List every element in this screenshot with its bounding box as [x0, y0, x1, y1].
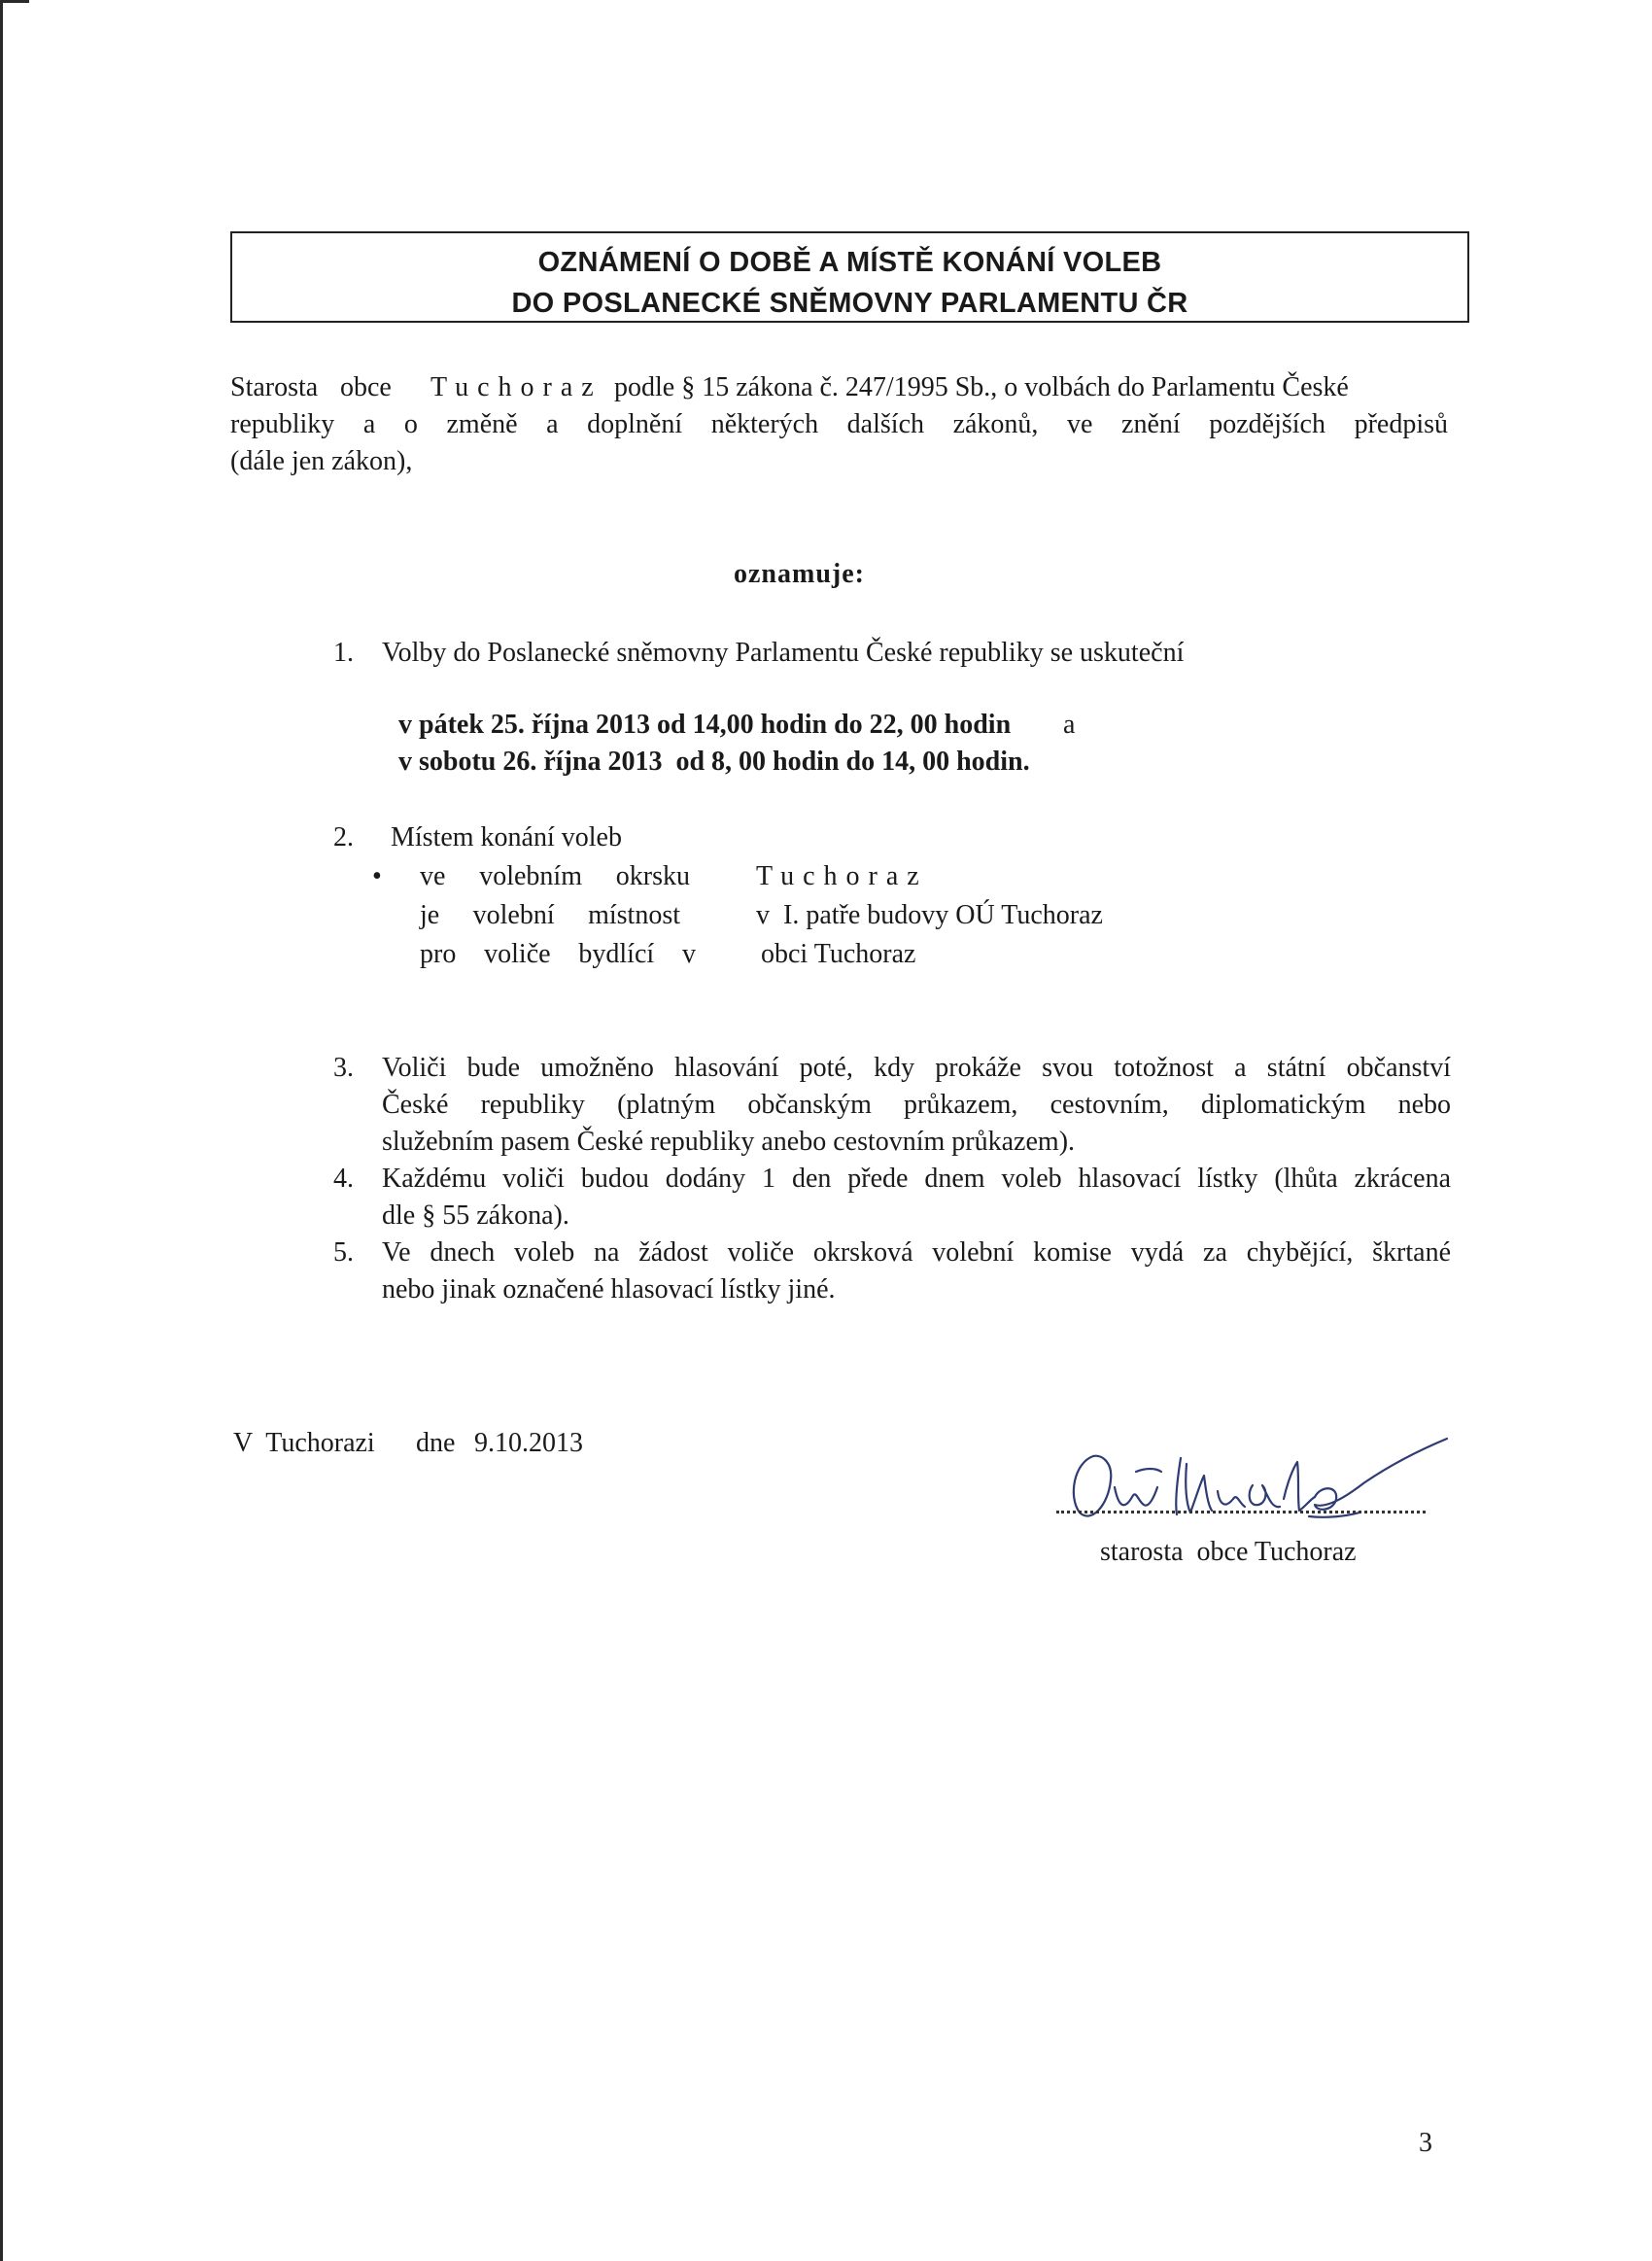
handwritten-signature — [1054, 1429, 1463, 1536]
item-3-line-1: Voliči bude umožněno hlasování poté, kdy prokáže svou totožnost a státní občanství — [382, 1053, 1451, 1083]
date: 9.10.2013 — [474, 1428, 583, 1458]
item-3-line-2: České republiky (platným občanským průkazem, cestovním, diplomatickým nebo — [382, 1090, 1451, 1120]
item-5-number: 5. — [333, 1237, 354, 1268]
item-1-number: 1. — [333, 638, 354, 668]
item-2-row-2-label: je volební místnost — [420, 900, 680, 930]
item-2-row-3-value: obci Tuchoraz — [761, 939, 916, 969]
place: V Tuchorazi — [233, 1428, 375, 1458]
item-2-row-2-value: v I. patře budovy OÚ Tuchoraz — [756, 900, 1103, 930]
announces-heading: oznamuje: — [734, 559, 865, 589]
item-2-row-1-value: Tuchoraz — [756, 861, 928, 891]
item-4-number: 4. — [333, 1164, 354, 1194]
scan-edge-left — [0, 0, 3, 2261]
intro-word-starosta: Starosta — [230, 372, 319, 402]
intro-line-2: republiky a o změně a doplnění některých dalších zákonů, ve znění pozdějších předpisů — [230, 409, 1448, 439]
title-line-1: OZNÁMENÍ O DOBĚ A MÍSTĚ KONÁNÍ VOLEB — [537, 247, 1162, 278]
item-2-row-3-label: pro voliče bydlící v — [420, 939, 696, 969]
item-5-line-2: nebo jinak označené hlasovací lístky jiné. — [382, 1274, 836, 1304]
item-2-bullet: • — [372, 861, 382, 891]
intro-law-reference: podle § 15 zákona č. 247/1995 Sb., o volbách do Parlamentu České — [614, 372, 1349, 402]
intro-line-3: (dále jen zákon), — [230, 446, 413, 476]
item-2-heading: Místem konání voleb — [391, 822, 622, 852]
item-1-text: Volby do Poslanecké sněmovny Parlamentu České republiky se uskuteční — [382, 638, 1185, 668]
date-word-dne: dne — [416, 1428, 456, 1458]
page-number: 3 — [1419, 2128, 1432, 2158]
intro-word-obce: obce — [340, 372, 392, 402]
item-5-line-1: Ve dnech voleb na žádost voliče okrsková volební komise vydá za chybějící, škrtané — [382, 1237, 1451, 1268]
scan-edge-top — [0, 0, 29, 3]
item-3-number: 3. — [333, 1053, 354, 1083]
item-1-date-1: v pátek 25. října 2013 od 14,00 hodin do 22, 00 hodin — [398, 710, 1012, 740]
item-4-line-2: dle § 55 zákona). — [382, 1200, 569, 1231]
intro-municipality: Tuchoraz — [430, 372, 602, 402]
title-box — [230, 231, 1469, 323]
item-4-line-1: Každému voliči budou dodány 1 den přede dnem voleb hlasovací lístky (lhůta zkrácena — [382, 1164, 1451, 1194]
item-2-number: 2. — [333, 822, 354, 852]
title-line-2: DO POSLANECKÉ SNĚMOVNY PARLAMENTU ČR — [511, 288, 1188, 319]
item-2-row-1-label: ve volebním okrsku — [420, 861, 690, 891]
item-1-date-2: v sobotu 26. října 2013 od 8, 00 hodin do 14, 00 hodin. — [398, 747, 1030, 777]
signature-line — [1056, 1511, 1426, 1513]
item-3-line-3: služebním pasem České republiky anebo cestovním průkazem). — [382, 1127, 1076, 1157]
item-1-date-1-suffix: a — [1063, 710, 1076, 740]
signature-role: starosta obce Tuchoraz — [1100, 1537, 1357, 1567]
